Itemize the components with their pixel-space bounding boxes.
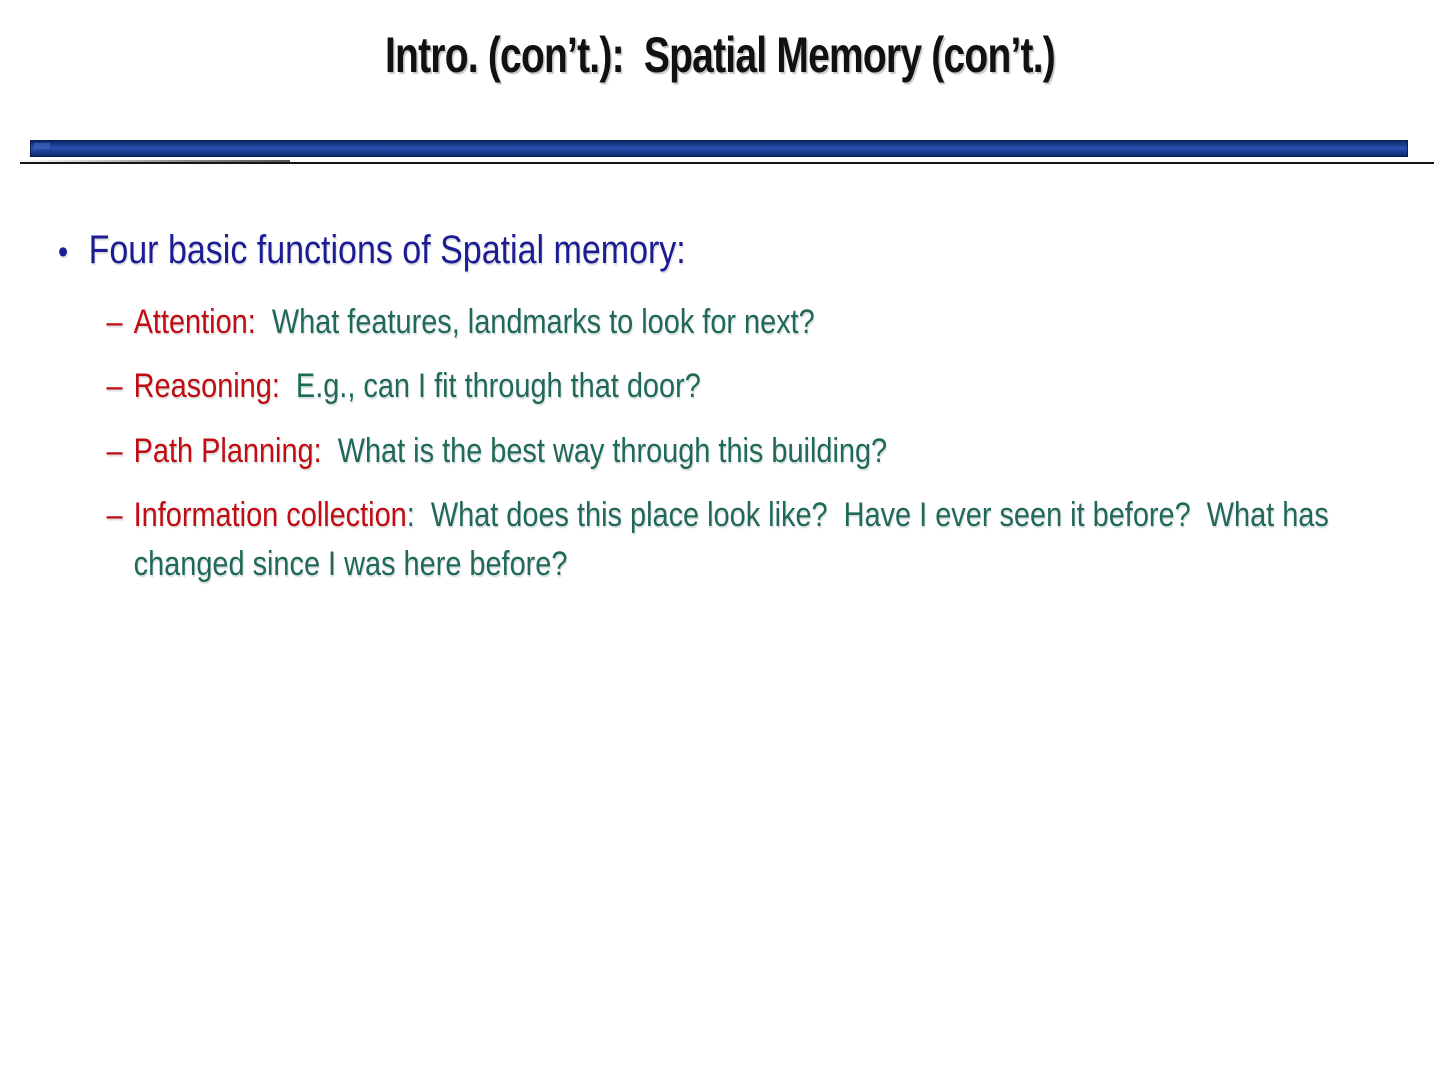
divider-rule-dark-line	[20, 162, 1434, 164]
sub-bullet-list	[106, 298, 1337, 589]
dash-marker: –	[106, 431, 123, 470]
sub-bullet-text: What features, landmarks to look for next?	[255, 303, 815, 341]
sub-bullet-text: : What does this place look like? Have I ever seen it before? What has changed since I was here before?	[133, 495, 1337, 584]
sub-bullet-label: Path Planning:	[133, 431, 322, 470]
sub-bullet-item-attention	[106, 298, 1330, 347]
bullet-marker: •	[58, 233, 69, 271]
sub-bullet-text: What is the best way through this building?	[321, 431, 888, 470]
bullet-text: Four basic functions of Spatial memory:	[88, 228, 686, 272]
sub-bullet-label: Attention:	[133, 303, 256, 341]
dash-marker: –	[106, 367, 123, 406]
divider-bar-highlight	[34, 143, 50, 149]
slide-title: Intro. (con’t.): Spatial Memory (con’t.)	[384, 27, 1056, 83]
sub-bullet-item-path-planning	[106, 427, 1330, 476]
sub-bullet-label: Reasoning:	[133, 367, 280, 406]
slide-content	[58, 226, 1350, 604]
divider-bar	[30, 140, 1408, 157]
sub-bullet-label: Information collection	[133, 495, 407, 534]
bullet-item	[58, 226, 1350, 274]
sub-bullet-item-information-collection	[106, 491, 1337, 590]
dash-marker: –	[106, 495, 123, 534]
sub-bullet-text: E.g., can I fit through that door?	[279, 367, 701, 406]
dash-marker: –	[106, 303, 123, 341]
sub-bullet-item-reasoning	[106, 362, 1330, 411]
divider-rule	[20, 160, 1434, 165]
